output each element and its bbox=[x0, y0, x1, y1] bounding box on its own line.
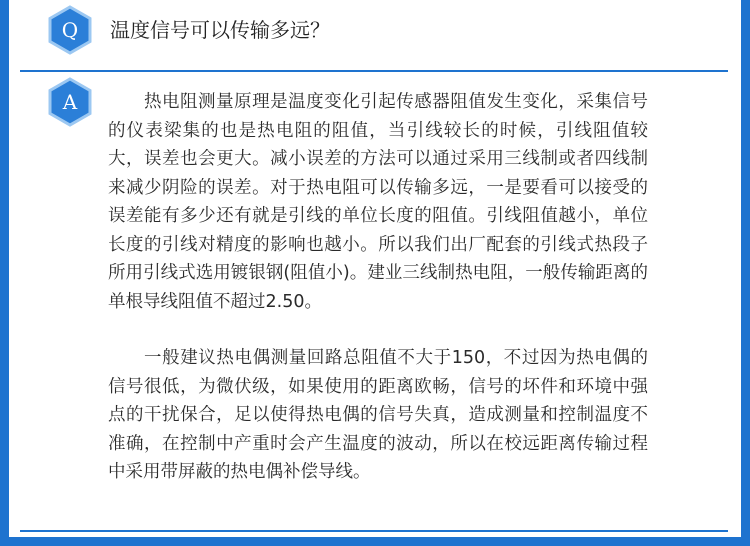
top-divider bbox=[20, 70, 728, 72]
answer-paragraph-1: 热电阻测量原理是温度变化引起传感器阻值发生变化，采集信号的仪表梁集的也是热电阻的阻值，当引线较长的时候，引线阻值较大，误差也会更大。减小误差的方法可以通过采用三线制或者四线制来减少阴险的误差。对于热电阻可以传输多远，一是要看可以接受的误差能有多少还有就是引线的单位长度的阻值。引线阻值越小，单位长度的引线对精度的影响也越小。所以我们出厂配套的引线式热段子所用引线式选用镀银钢(阻值小)。建业三线制热电阻，一般传输距离的单根导线阻值不超过2.50。 bbox=[108, 92, 648, 312]
question-title: 温度信号可以传输多远？ bbox=[110, 18, 330, 42]
answer-hexagon-icon bbox=[44, 76, 96, 128]
question-hexagon-icon bbox=[44, 4, 96, 56]
answer-marker: A bbox=[62, 90, 78, 114]
question-marker: Q bbox=[61, 18, 79, 42]
answer-body bbox=[108, 88, 648, 487]
answer-paragraph-2: 一般建议热电偶测量回路总阻值不大于150，不过因为热电偶的信号很低，为微伏级，如果使用的距离欧畅，信号的坏件和环境中强点的干扰保合，足以使得热电偶的信号失真，造成测量和控制温度不准确，在控制中产重时会产生温度的波动，所以在校远距离传输过程中采用带屏蔽的热电偶补偿导线。 bbox=[108, 348, 648, 482]
bottom-divider bbox=[20, 530, 728, 532]
